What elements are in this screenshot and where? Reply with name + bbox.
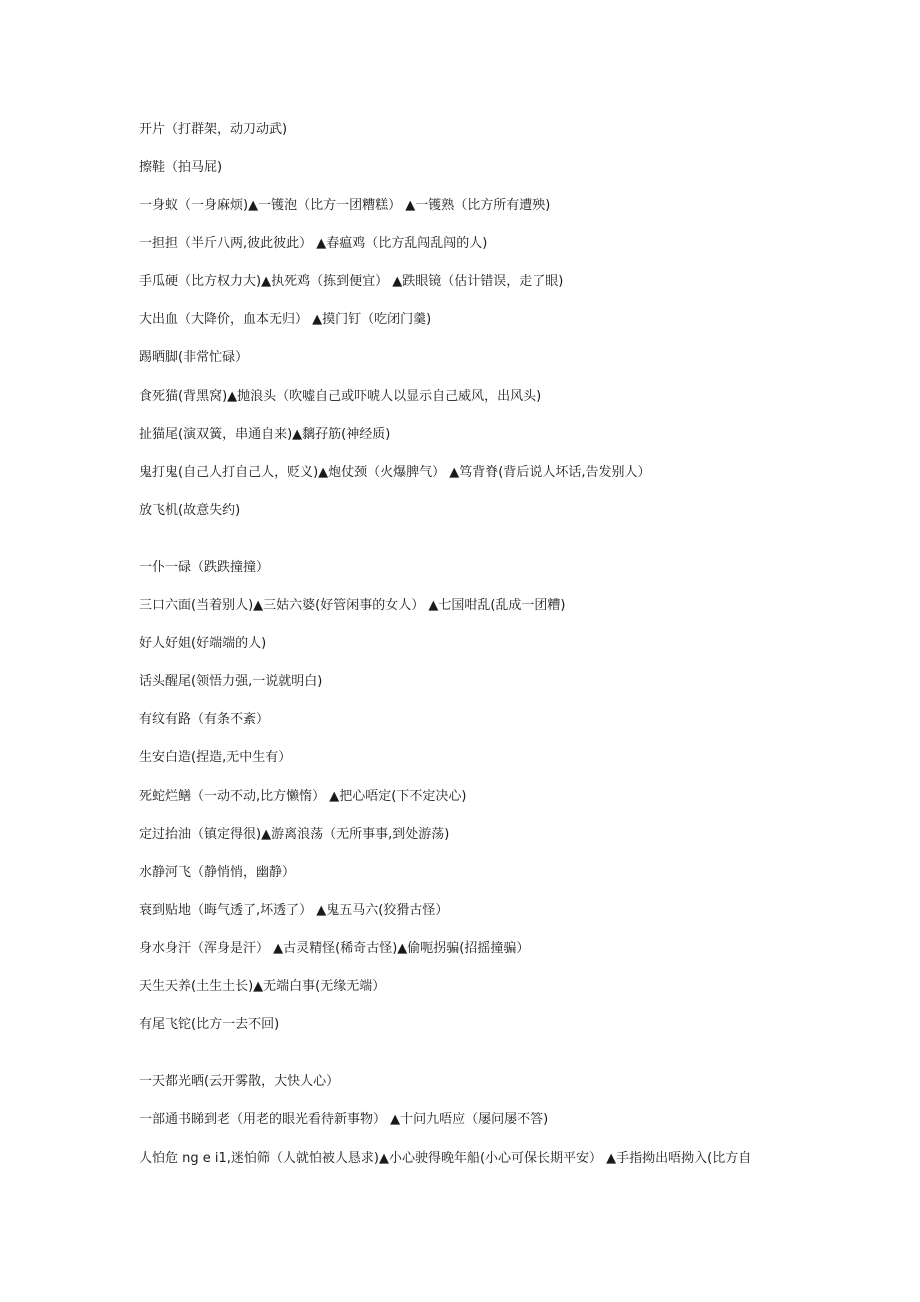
text-line: 一天都光晒(云开雾散，大快人心） [139,1074,340,1089]
text-line: 踢晒脚(非常忙碌） [139,350,249,365]
text-line: 一部通书睇到老（用老的眼光看待新事物） ▲十问九唔应（屡问屡不答) [139,1112,549,1127]
text-line: 有尾飞铊(比方一去不回) [139,1017,280,1032]
text-line: 死蛇烂鳝（一动不动,比方懒惰） ▲把心唔定(下不定决心) [139,789,467,804]
text-line: 衰到贴地（晦气透了,坏透了） ▲鬼五马六(狡猾古怪） [139,903,449,918]
text-line: 食死猫(背黑窝)▲抛浪头（吹嘘自己或吓唬人以显示自己威风，出风头) [139,389,542,404]
text-line: 放飞机(故意失约) [139,503,241,518]
text-line: 一身蚁（一身麻烦)▲一镬泡（比方一团糟糕） ▲一镬熟（比方所有遭殃) [139,198,551,213]
text-line: 鬼打鬼(自己人打自己人，贬义)▲炮仗颈（火爆脾气） ▲笃背脊(背后说人坏话,告发别人） [139,465,651,480]
text-line: 扯猫尾(演双簧，串通自来)▲黐孖筋(神经质) [139,427,391,442]
text-line: 天生天养(土生土长)▲无端白事(无缘无端） [139,979,386,994]
text-line: 人怕危 ng e i1,迷怕筛（人就怕被人恳求)▲小心驶得晚年船(小心可保长期平安） ▲手指拗出唔拗入(比方自 [139,1151,752,1166]
text-line: 身水身汗（浑身是汗） ▲古灵精怪(稀奇古怪)▲偷呃拐骗(招摇撞骗） [139,941,530,956]
text-line: 手瓜硬（比方权力大)▲执死鸡（拣到便宜） ▲跌眼镜（估计错误，走了眼) [139,274,564,289]
text-line: 水静河飞（静悄悄，幽静） [139,865,296,880]
text-line: 生安白造(捏造,无中生有） [139,750,292,765]
text-line: 擦鞋（拍马屁) [139,160,223,175]
text-line: 开片（打群架，动刀动武) [139,122,288,137]
text-line: 一仆一碌（跌跌撞撞） [139,560,270,575]
text-line: 好人好姐(好端端的人) [139,636,267,651]
text-line: 话头醒尾(领悟力强,一说就明白) [139,674,323,689]
text-line: 大出血（大降价，血本无归） ▲摸门钉（吃闭门羹) [139,312,432,327]
text-line: 一担担（半斤八两,彼此彼此） ▲春瘟鸡（比方乱闯乱闯的人) [139,236,488,251]
text-line: 有纹有路（有条不紊） [139,712,270,727]
text-line: 定过抬油（镇定得很)▲游离浪荡（无所事事,到处游荡) [139,827,450,842]
text-line: 三口六面(当着别人)▲三姑六婆(好管闲事的女人） ▲七国咁乱(乱成一团糟) [139,598,566,613]
